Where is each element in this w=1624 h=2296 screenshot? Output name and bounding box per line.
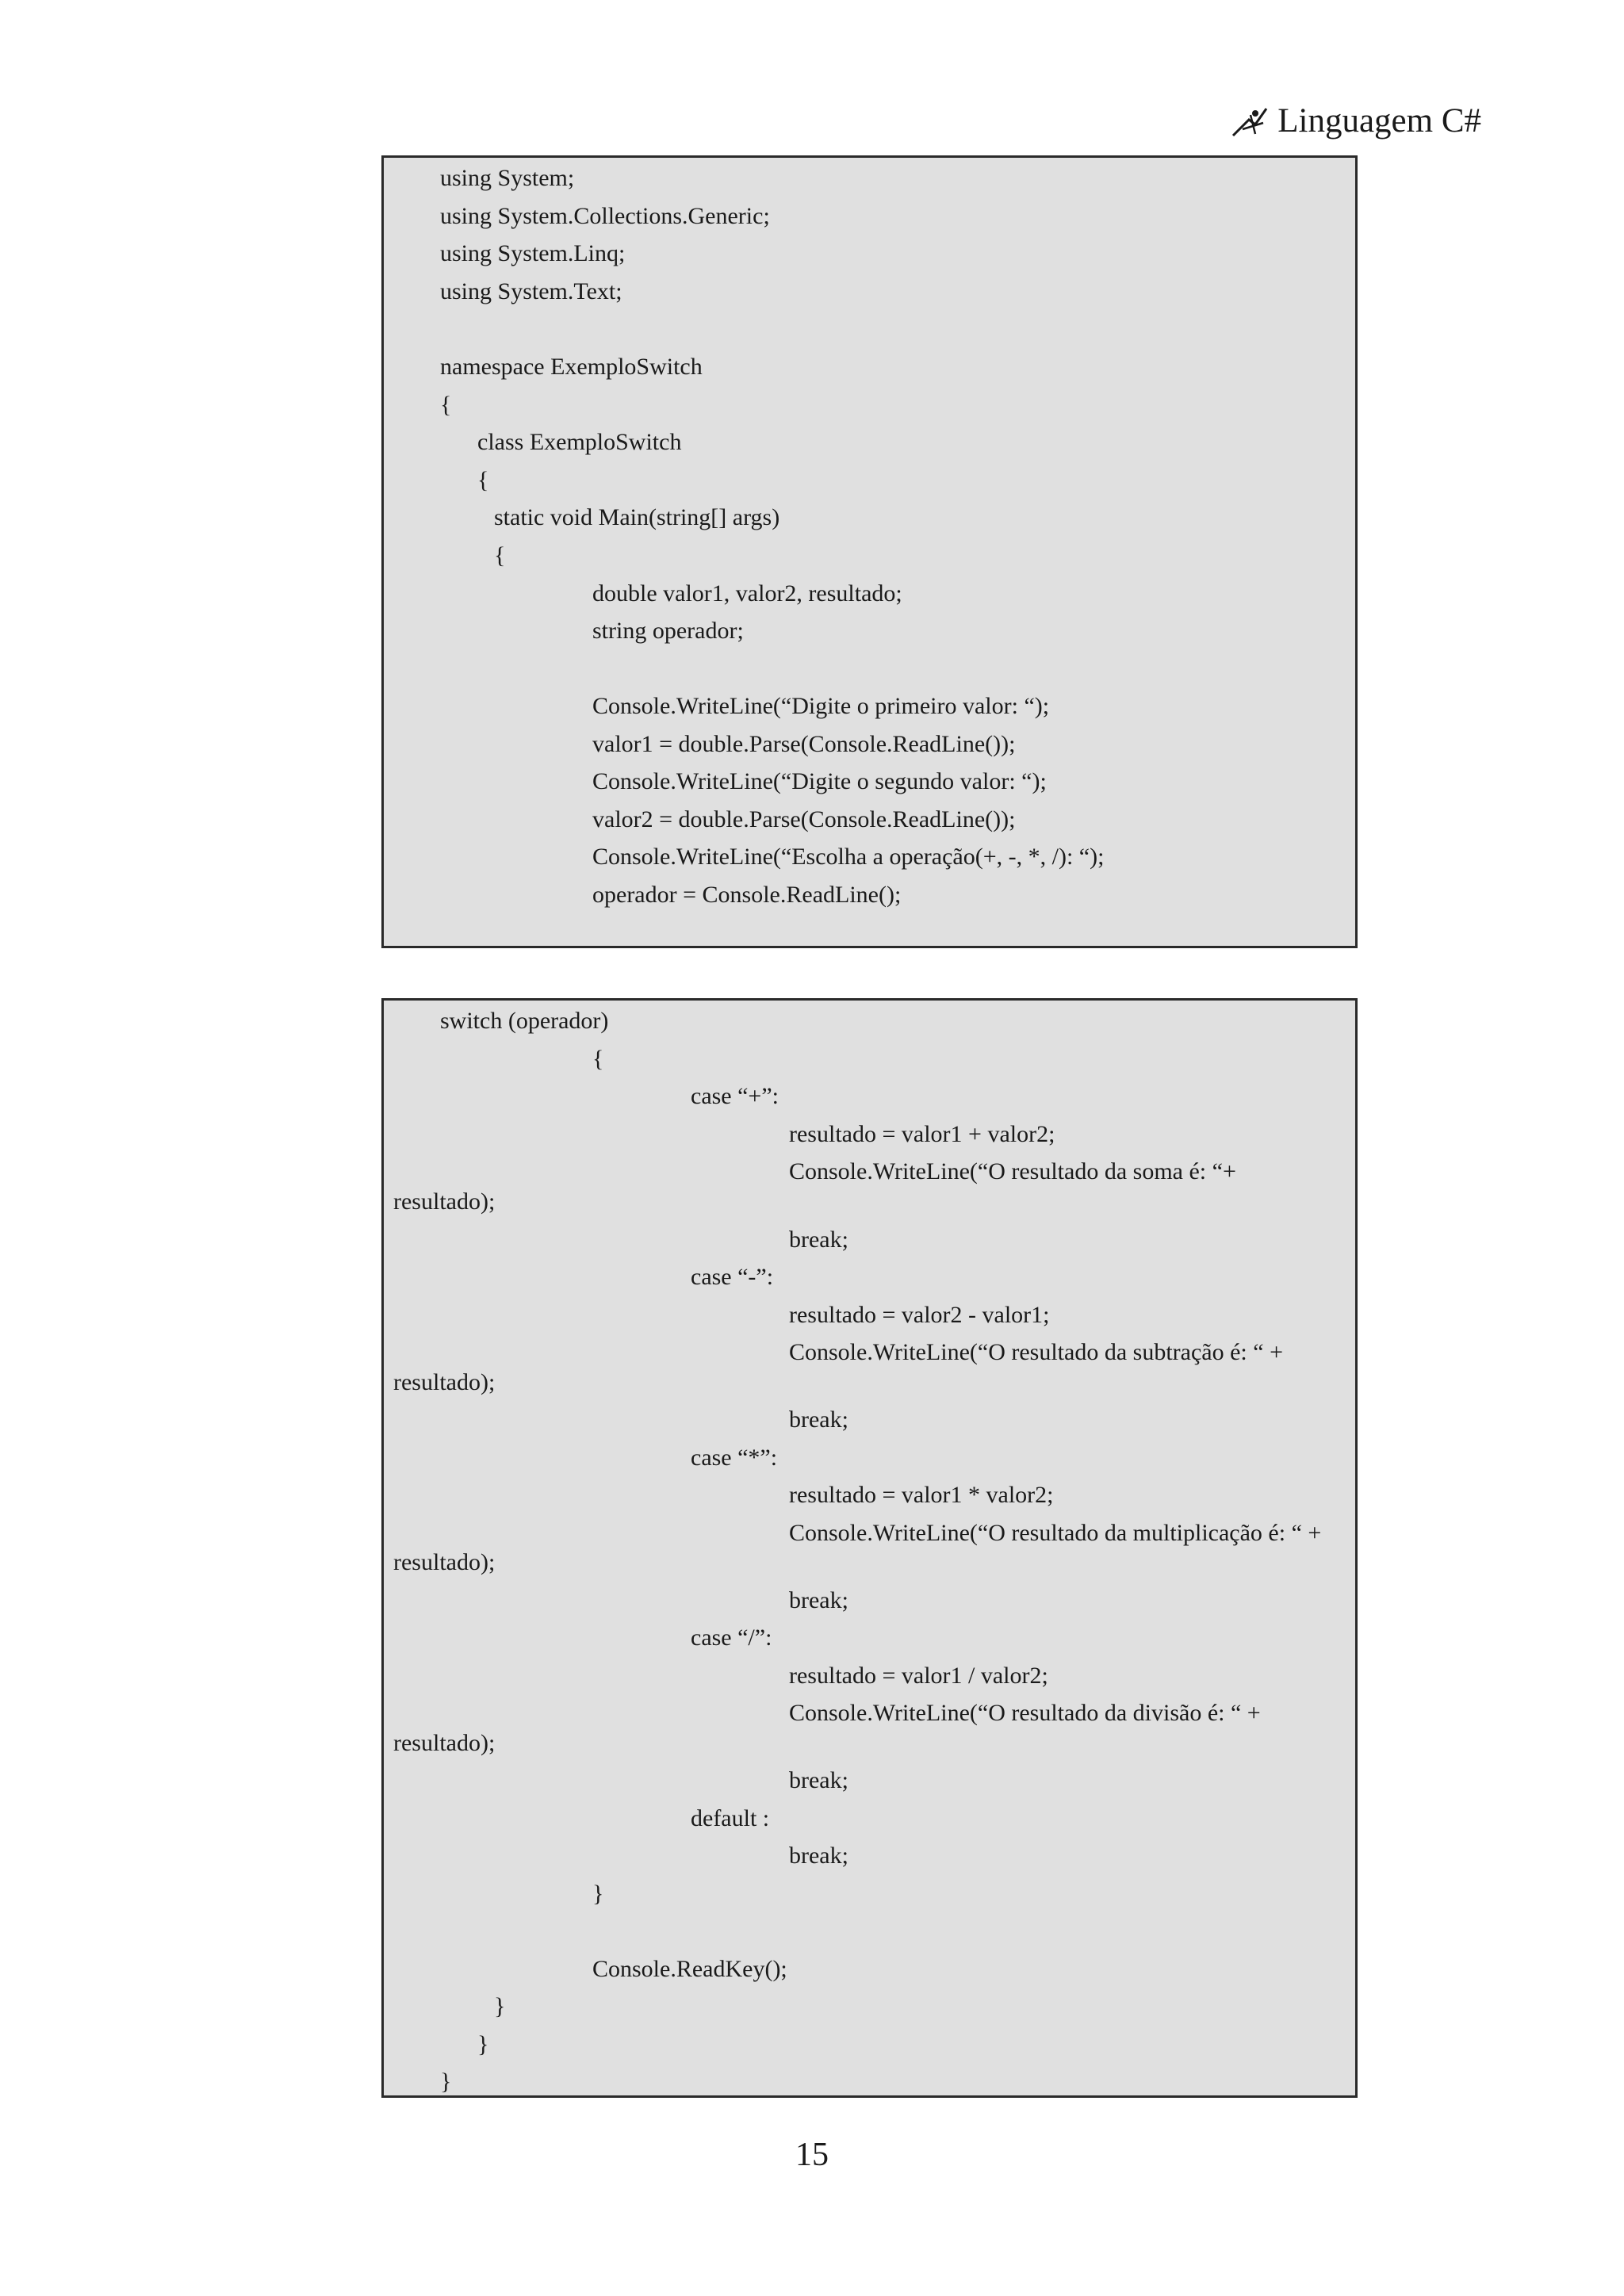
code-line: { [592, 1046, 604, 1072]
code-line: } [440, 2068, 452, 2095]
code-block-2 [381, 998, 1358, 2098]
code-line: valor2 = double.Parse(Console.ReadLine()); [592, 806, 1016, 832]
header-title: Linguagem C# [1277, 102, 1481, 140]
code-line: using System; [440, 165, 575, 191]
code-line: case “/”: [691, 1624, 772, 1651]
code-line: Console.WriteLine(“O resultado da subtração é: “ + [789, 1339, 1283, 1365]
code-line: resultado = valor2 - valor1; [789, 1302, 1050, 1328]
code-line: case “*”: [691, 1445, 778, 1471]
code-line: } [494, 1993, 506, 2019]
page-number: 15 [795, 2137, 829, 2173]
code-line: valor1 = double.Parse(Console.ReadLine()); [592, 731, 1016, 757]
code-line: resultado = valor1 / valor2; [789, 1663, 1048, 1689]
code-line: break; [789, 1406, 848, 1433]
code-line: default : [691, 1805, 770, 1831]
code-line: string operador; [592, 618, 744, 644]
code-line: double valor1, valor2, resultado; [592, 580, 902, 607]
code-line: break; [789, 1587, 848, 1613]
code-line: resultado = valor1 * valor2; [789, 1482, 1054, 1508]
stylized-figure-icon [1231, 105, 1270, 137]
code-line: case “+”: [691, 1083, 779, 1109]
code-line: break; [789, 1226, 848, 1253]
code-line: using System.Linq; [440, 240, 626, 266]
code-block-1 [381, 155, 1358, 948]
code-line: Console.WriteLine(“Digite o primeiro valor: “); [592, 693, 1050, 719]
code-line: Console.WriteLine(“Escolha a operação(+, -, *, /): “); [592, 844, 1105, 870]
code-line: { [477, 467, 489, 493]
code-line: case “-”: [691, 1264, 774, 1290]
code-line: class ExemploSwitch [477, 429, 682, 455]
code-line: break; [789, 1767, 848, 1793]
code-line: resultado); [393, 1549, 496, 1575]
code-line: Console.ReadKey(); [592, 1956, 787, 1982]
code-line: using System.Text; [440, 278, 622, 304]
running-header [1231, 101, 1481, 140]
code-line: resultado); [393, 1188, 496, 1215]
code-line: using System.Collections.Generic; [440, 203, 770, 229]
code-line: switch (operador) [440, 1008, 609, 1034]
code-line: resultado = valor1 + valor2; [789, 1121, 1055, 1147]
code-line: { [494, 542, 506, 568]
code-line: operador = Console.ReadLine(); [592, 882, 902, 908]
code-line: resultado); [393, 1730, 496, 1756]
code-line: } [477, 2031, 489, 2057]
code-line: { [440, 392, 452, 418]
code-line: static void Main(string[] args) [494, 504, 780, 530]
code-line: namespace ExemploSwitch [440, 354, 703, 380]
code-line: break; [789, 1843, 848, 1869]
code-line: Console.WriteLine(“O resultado da multiplicação é: “ + [789, 1520, 1322, 1546]
code-line: Console.WriteLine(“Digite o segundo valor: “); [592, 768, 1047, 794]
code-line: } [592, 1881, 604, 1907]
code-line: resultado); [393, 1369, 496, 1395]
code-line: Console.WriteLine(“O resultado da divisão é: “ + [789, 1700, 1261, 1726]
code-line: Console.WriteLine(“O resultado da soma é: “+ [789, 1158, 1236, 1184]
